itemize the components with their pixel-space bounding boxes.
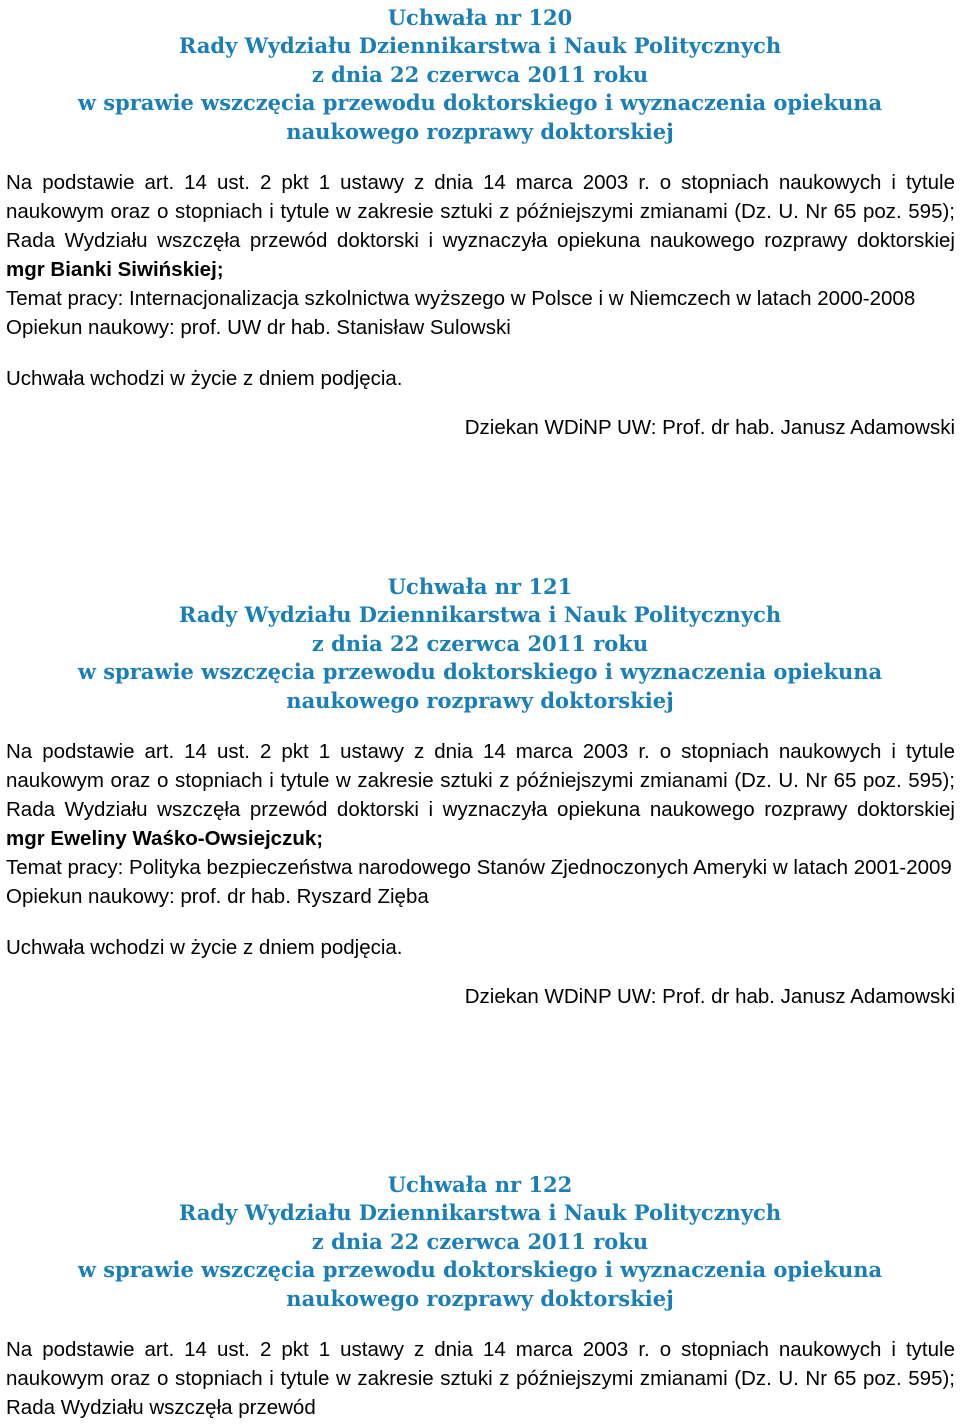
council-name: Rady Wydziału Dziennikarstwa i Nauk Politycznych	[178, 602, 782, 628]
resolution-heading	[0, 4, 960, 146]
resolution-title: Uchwała nr 122	[387, 1172, 573, 1197]
resolution-121	[0, 573, 960, 1011]
resolution-body	[0, 168, 960, 393]
dean-signature: Dziekan WDiNP UW: Prof. dr hab. Janusz Adamowski	[464, 985, 955, 1009]
resolution-subject-line-1: w sprawie wszczęcia przewodu doktorskiego i wyznaczenia opiekuna	[77, 659, 883, 685]
resolution-subject-line-2: naukowego rozprawy doktorskiej	[286, 687, 674, 713]
supervisor: Opiekun naukowy: prof. UW dr hab. Stanisław Sulowski	[6, 316, 511, 340]
thesis-topic: Temat pracy: Polityka bezpieczeństwa narodowego Stanów Zjednoczonych Ameryki w latach 2001-2009	[6, 856, 952, 880]
council-name: Rady Wydziału Dziennikarstwa i Nauk Politycznych	[178, 33, 782, 59]
effective-clause: Uchwała wchodzi w życie z dniem podjęcia.	[6, 367, 403, 391]
resolution-title: Uchwała nr 121	[387, 574, 573, 599]
council-name: Rady Wydziału Dziennikarstwa i Nauk Politycznych	[178, 1200, 782, 1226]
resolution-heading	[0, 573, 960, 715]
resolution-body	[0, 737, 960, 962]
resolution-122	[0, 1171, 960, 1422]
dean-signature: Dziekan WDiNP UW: Prof. dr hab. Janusz Adamowski	[464, 416, 955, 440]
legal-basis: Na podstawie art. 14 ust. 2 pkt 1 ustawy z dnia 14 marca 2003 r. o stopniach naukowych i tytule naukowym oraz o stopniach i tytule w zakresie sztuki z późniejszymi zmianami (Dz. U. Nr 65 poz. 595); Rada Wydziału wszczęła przewód doktorski i wyznaczyła opiekuna naukowego rozprawy doktorskiej	[6, 171, 955, 253]
resolution-subject-line-2: naukowego rozprawy doktorskiej	[286, 1285, 674, 1311]
resolution-subject-line-1: w sprawie wszczęcia przewodu doktorskiego i wyznaczenia opiekuna	[77, 1257, 883, 1283]
legal-basis: Na podstawie art. 14 ust. 2 pkt 1 ustawy z dnia 14 marca 2003 r. o stopniach naukowych i tytule naukowym oraz o stopniach i tytule w zakresie sztuki z późniejszymi zmianami (Dz. U. Nr 65 poz. 595); Rada Wydziału wszczęła przewód doktorski i wyznaczyła opiekuna naukowego rozprawy doktorskiej	[6, 740, 955, 822]
resolution-120	[0, 4, 960, 442]
resolution-subject-line-2: naukowego rozprawy doktorskiej	[286, 118, 674, 144]
supervisor: Opiekun naukowy: prof. dr hab. Ryszard Zięba	[6, 885, 429, 909]
resolution-date: z dnia 22 czerwca 2011 roku	[311, 630, 649, 656]
legal-basis: Na podstawie art. 14 ust. 2 pkt 1 ustawy z dnia 14 marca 2003 r. o stopniach naukowych i tytule naukowym oraz o stopniach i tytule w zakresie sztuki z późniejszymi zmianami (Dz. U. Nr 65 poz. 595); Rada Wydziału wszczęła przewód	[6, 1338, 955, 1420]
candidate-name: mgr Eweliny Waśko-Owsiejczuk;	[6, 827, 324, 851]
candidate-name: mgr Bianki Siwińskiej;	[6, 258, 224, 282]
resolution-heading	[0, 1171, 960, 1313]
resolution-subject-line-1: w sprawie wszczęcia przewodu doktorskiego i wyznaczenia opiekuna	[77, 90, 883, 116]
resolution-body	[0, 1335, 960, 1422]
thesis-topic: Temat pracy: Internacjonalizacja szkolnictwa wyższego w Polsce i w Niemczech w latach 2000-2008	[6, 287, 916, 311]
resolution-date: z dnia 22 czerwca 2011 roku	[311, 61, 649, 87]
resolution-title: Uchwała nr 120	[387, 5, 573, 30]
effective-clause: Uchwała wchodzi w życie z dniem podjęcia.	[6, 936, 403, 960]
resolution-date: z dnia 22 czerwca 2011 roku	[311, 1228, 649, 1254]
